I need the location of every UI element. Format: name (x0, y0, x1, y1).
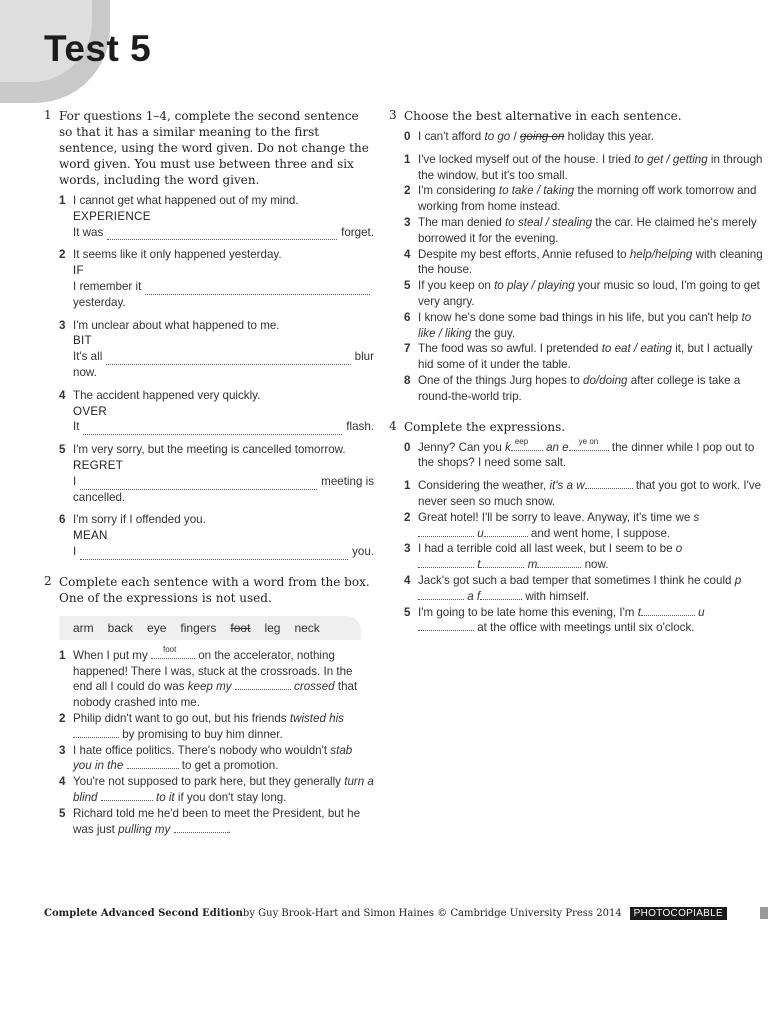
key-word: BIT (73, 334, 92, 348)
source-sentence: I'm very sorry, but the meeting is cancelled tomorrow. (73, 443, 346, 457)
box-word: leg (264, 620, 281, 635)
answer-blank[interactable] (418, 589, 464, 600)
answer-blank[interactable] (127, 758, 179, 769)
box-word: neck (294, 620, 320, 635)
word-box (59, 616, 361, 640)
section-instruction: Complete the expressions. (404, 419, 566, 434)
list-item: 5 Richard told me he'd been to meet the President, but he was just pulling my . (59, 806, 361, 836)
answer-blank[interactable] (480, 589, 522, 600)
book-title: Complete Advanced Second Edition (44, 908, 243, 919)
box-word: fingers (180, 620, 217, 635)
page-title: Test 5 (44, 28, 152, 69)
list-item: 3 I hate office politics. There's nobody who wouldn't stab you in the to get a promotion. (59, 743, 353, 773)
example-item: 0 I can't afford to go / going on holiday this year. (404, 130, 655, 143)
example-item: 0 Jenny? Can you k eep an e ye on the dinner while I pop out to the shops? I need some salt. (404, 436, 755, 470)
list-item: 1 Considering the weather, it's a w that you got to work. I've never seen so much snow. (404, 479, 762, 508)
list-item: 4 The accident happened very quickly. OVER It flash. (59, 388, 374, 434)
footer (44, 907, 727, 920)
list-item: 5 I'm going to be late home this evening, I'm t u at the office with meetings until six o'clock. (404, 605, 705, 635)
list-item: 4 Jack's got such a bad temper that sometimes I think he could p a f with himself. (404, 573, 742, 603)
right-column (389, 108, 767, 646)
answer-blank[interactable] (418, 620, 474, 631)
section-4 (389, 419, 767, 637)
key-word: OVER (73, 404, 108, 418)
list-item: 4 You're not supposed to park here, but they generally turn a blind to it if you don't stay long. (59, 775, 374, 804)
box-word: back (107, 620, 134, 635)
section-instruction: Complete each sentence with a word from the box. One of the expressions is not used. (59, 574, 370, 605)
source-sentence: The accident happened very quickly. (73, 388, 261, 402)
struck-option: going on (519, 130, 565, 143)
section-1 (44, 108, 374, 560)
expression-list (389, 436, 767, 637)
answer-blank[interactable] (585, 478, 633, 489)
answer-blank[interactable] (73, 727, 119, 738)
answer-line[interactable]: It's all blur (73, 350, 374, 364)
answer-blank[interactable]: foot (151, 648, 195, 659)
answer-blank[interactable] (537, 557, 581, 568)
section-instruction: Choose the best alternative in each sentence. (404, 109, 682, 123)
list-item: 3 I'm unclear about what happened to me. BIT It's all blur now. (59, 318, 374, 379)
box-word: eye (147, 620, 167, 635)
source-sentence: I cannot get what happened out of my mind. (73, 194, 299, 207)
answer-blank[interactable] (235, 679, 291, 690)
section-instruction: For questions 1–4, complete the second sentence so that it has a similar meaning to the first sentence, using the word given. Do not change the word given. You must use between three and six words, including the word given. (59, 109, 369, 187)
box-word: foot (230, 620, 251, 635)
source-sentence: I'm unclear about what happened to me. (73, 318, 280, 332)
key-word: EXPERIENCE (73, 209, 151, 223)
list-item: 1 When I put my foot on the accelerator, nothing happened! There I was, stuck at the crossroads. In the end all I could do was keep my crossed that nobody crashed into me. (59, 644, 358, 710)
list-item[interactable]: 6 I know he's done some bad things in his life, but you can't help to like / liking the guy. (404, 310, 752, 340)
answer-line[interactable]: It flash. (73, 420, 374, 434)
answer-blank[interactable] (418, 526, 474, 537)
copyright-text: by Guy Brook-Hart and Simon Haines © Cambridge University Press 2014 (242, 908, 622, 919)
answer-blank[interactable] (418, 557, 474, 568)
list-item[interactable]: 1 I've locked myself out of the house. I tried to get / getting in through the window, but it's too small. (404, 152, 763, 182)
answer-line[interactable]: It was forget. (73, 225, 374, 239)
list-item[interactable]: 2 I'm considering to take / taking the morning off work tomorrow and working from home instead. (404, 184, 757, 214)
key-word: MEAN (73, 529, 108, 543)
answer-line[interactable]: I you. (73, 544, 374, 558)
source-sentence: It seems like it only happened yesterday. (73, 248, 282, 262)
answer-blank[interactable] (101, 790, 153, 801)
section-3 (389, 108, 767, 405)
box-word: arm (73, 620, 94, 635)
list-item: 5 I'm very sorry, but the meeting is cancelled tomorrow. REGRET I meeting is cancelled. (59, 443, 374, 504)
answer-blank[interactable] (174, 822, 228, 833)
list-item: 2 Great hotel! I'll be sorry to leave. Anyway, it's time we s u and went home, I suppose. (404, 510, 700, 540)
page-number-tab (760, 907, 768, 919)
gapfill-list (44, 644, 374, 838)
list-item[interactable]: 8 One of the things Jurg hopes to do/doing after college is take a round-the-world trip. (404, 373, 741, 403)
section-number: 4 (389, 418, 397, 433)
photocopiable-badge: PHOTOCOPIABLE (630, 907, 727, 920)
key-word: IF (73, 264, 84, 278)
list-item: 2 Philip didn't want to go out, but his friends twisted his by promising to buy him dinner. (59, 711, 344, 741)
left-column (44, 108, 374, 847)
list-item[interactable]: 3 The man denied to steal / stealing the car. He claimed he's merely borrowed it for the evening. (404, 215, 757, 245)
list-item[interactable]: 5 If you keep on to play / playing your music so loud, I'm going to get very angry. (404, 279, 760, 308)
answer-blank[interactable] (480, 557, 524, 568)
list-item: 2 It seems like it only happened yesterday. IF I remember it yesterday. (44, 247, 374, 310)
list-item[interactable]: 4 Despite my best efforts, Annie refused to help/helping with cleaning the house. (404, 247, 763, 277)
answer-line[interactable]: I meeting is (73, 474, 374, 488)
key-word: REGRET (73, 458, 124, 472)
answer-blank[interactable] (484, 526, 528, 537)
answer-line[interactable]: I remember it (73, 279, 374, 295)
list-item: 3 I had a terrible cold all last week, but I seem to be o t m now. (404, 542, 683, 572)
section-2 (44, 574, 374, 838)
section-number: 1 (44, 108, 52, 122)
list-item: 1 I cannot get what happened out of my mind. EXPERIENCE It was forget. (59, 194, 374, 239)
section-number: 3 (389, 108, 397, 122)
choice-list (389, 129, 767, 405)
section-number: 2 (44, 573, 52, 588)
transformation-list (44, 193, 374, 560)
answer-blank[interactable] (641, 605, 695, 616)
list-item: 6 I'm sorry if I offended you. MEAN I you. (59, 513, 374, 558)
source-sentence: I'm sorry if I offended you. (73, 513, 206, 527)
list-item[interactable]: 7 The food was so awful. I pretended to eat / eating it, but I actually hid some of it under the table. (404, 342, 753, 372)
